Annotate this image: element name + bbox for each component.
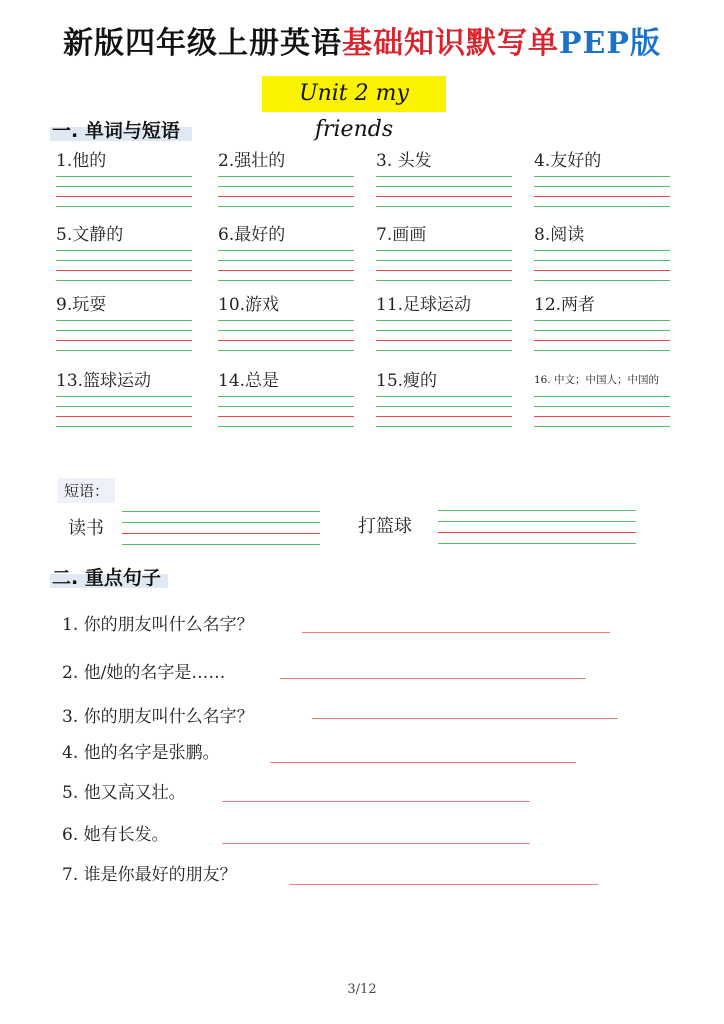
word-prompt: 16. 中文；中国人；中国的 xyxy=(534,374,660,386)
phrase-1-writing-lines[interactable] xyxy=(122,511,320,545)
sentence-1: 1. 你的朋友叫什么名字？ xyxy=(62,615,254,635)
word-item xyxy=(534,366,670,436)
green-guide-line xyxy=(218,426,354,427)
sentence-4: 4. 他的名字是张鹏。 xyxy=(62,743,220,763)
title-part-3: PEP版 xyxy=(559,26,661,61)
word-item xyxy=(534,220,670,290)
green-guide-line xyxy=(218,320,354,321)
word-writing-lines[interactable] xyxy=(218,176,354,216)
title-part-2: 基础知识默写单 xyxy=(342,26,559,61)
word-writing-lines[interactable] xyxy=(534,320,670,360)
word-prompt: 12.两者 xyxy=(534,295,596,315)
word-item xyxy=(56,146,192,216)
word-item xyxy=(56,220,192,290)
word-prompt: 13.篮球运动 xyxy=(56,371,152,391)
red-guide-line xyxy=(534,416,670,417)
red-guide-line xyxy=(218,416,354,417)
word-prompt: 2.强壮的 xyxy=(218,151,286,171)
sentence-5-answer-line[interactable] xyxy=(222,801,530,802)
word-prompt: 9.玩耍 xyxy=(56,295,107,315)
word-prompt: 7.画画 xyxy=(376,225,427,245)
red-guide-line xyxy=(376,340,512,341)
word-prompt: 4.友好的 xyxy=(534,151,602,171)
red-guide-line xyxy=(218,196,354,197)
green-guide-line xyxy=(376,426,512,427)
green-guide-line xyxy=(56,396,192,397)
word-prompt: 15.瘦的 xyxy=(376,371,438,391)
green-guide-line xyxy=(534,330,670,331)
red-guide-line xyxy=(56,196,192,197)
section-1-title: 一. 单词与短语 xyxy=(52,120,180,142)
red-guide-line xyxy=(56,270,192,271)
sentence-4-answer-line[interactable] xyxy=(270,762,576,763)
green-guide-line xyxy=(218,206,354,207)
green-guide-line xyxy=(534,280,670,281)
word-writing-lines[interactable] xyxy=(218,396,354,436)
green-guide-line xyxy=(534,426,670,427)
red-guide-line xyxy=(376,270,512,271)
sentence-5: 5. 他又高又壮。 xyxy=(62,783,186,803)
green-guide-line xyxy=(534,406,670,407)
word-item xyxy=(376,220,512,290)
green-guide-line xyxy=(56,250,192,251)
sentence-6-answer-line[interactable] xyxy=(222,843,530,844)
green-guide-line xyxy=(218,260,354,261)
green-guide-line xyxy=(218,186,354,187)
unit-heading: Unit 2 my friends xyxy=(262,76,446,112)
title-part-1: 新版四年级上册英语 xyxy=(63,26,342,61)
green-guide-line xyxy=(56,186,192,187)
red-guide-line xyxy=(218,270,354,271)
word-prompt: 6.最好的 xyxy=(218,225,286,245)
word-item xyxy=(218,290,354,360)
word-item xyxy=(534,290,670,360)
phrase-1: 读书 xyxy=(68,518,104,539)
word-prompt: 5.文静的 xyxy=(56,225,124,245)
word-writing-lines[interactable] xyxy=(218,320,354,360)
sentence-2-answer-line[interactable] xyxy=(280,678,586,679)
sentence-7: 7. 谁是你最好的朋友？ xyxy=(62,865,237,885)
page-number: 3/12 xyxy=(347,982,377,997)
green-guide-line xyxy=(534,350,670,351)
red-guide-line xyxy=(56,416,192,417)
word-writing-lines[interactable] xyxy=(534,396,670,436)
green-guide-line xyxy=(56,406,192,407)
green-guide-line xyxy=(376,280,512,281)
sentence-3: 3. 你的朋友叫什么名字？ xyxy=(62,707,254,727)
green-guide-line xyxy=(56,260,192,261)
word-writing-lines[interactable] xyxy=(376,396,512,436)
red-guide-line xyxy=(534,196,670,197)
green-guide-line xyxy=(376,396,512,397)
green-guide-line xyxy=(534,206,670,207)
word-writing-lines[interactable] xyxy=(56,250,192,290)
green-guide-line xyxy=(376,176,512,177)
word-item xyxy=(376,366,512,436)
sentence-7-answer-line[interactable] xyxy=(290,884,598,885)
phrase-2-writing-lines[interactable] xyxy=(438,510,636,544)
green-guide-line xyxy=(534,186,670,187)
green-guide-line xyxy=(376,206,512,207)
red-guide-line xyxy=(218,340,354,341)
green-guide-line xyxy=(534,250,670,251)
green-guide-line xyxy=(218,350,354,351)
green-guide-line xyxy=(534,260,670,261)
red-guide-line xyxy=(376,416,512,417)
word-item xyxy=(218,366,354,436)
sentence-1-answer-line[interactable] xyxy=(302,632,610,633)
green-guide-line xyxy=(534,396,670,397)
green-guide-line xyxy=(218,176,354,177)
green-guide-line xyxy=(376,186,512,187)
green-guide-line xyxy=(218,406,354,407)
sentence-6: 6. 她有长发。 xyxy=(62,825,169,845)
green-guide-line xyxy=(376,250,512,251)
word-item xyxy=(534,146,670,216)
word-prompt: 11.足球运动 xyxy=(376,295,472,315)
sentence-3-answer-line[interactable] xyxy=(312,718,618,719)
word-item xyxy=(376,146,512,216)
green-guide-line xyxy=(56,320,192,321)
green-guide-line xyxy=(218,250,354,251)
word-writing-lines[interactable] xyxy=(376,250,512,290)
word-writing-lines[interactable] xyxy=(56,396,192,436)
green-guide-line xyxy=(534,320,670,321)
word-prompt: 3. 头发 xyxy=(376,151,432,171)
word-prompt: 8.阅读 xyxy=(534,225,585,245)
word-writing-lines[interactable] xyxy=(218,250,354,290)
phrase-2: 打篮球 xyxy=(358,516,412,537)
word-writing-lines[interactable] xyxy=(376,176,512,216)
sentence-2: 2. 他/她的名字是…… xyxy=(62,663,226,683)
section-2-title: 二. 重点句子 xyxy=(52,567,161,589)
word-item xyxy=(218,146,354,216)
word-writing-lines[interactable] xyxy=(56,320,192,360)
red-guide-line xyxy=(376,196,512,197)
word-prompt: 1.他的 xyxy=(56,151,107,171)
green-guide-line xyxy=(376,260,512,261)
green-guide-line xyxy=(218,280,354,281)
green-guide-line xyxy=(376,320,512,321)
green-guide-line xyxy=(376,330,512,331)
word-item xyxy=(56,366,192,436)
green-guide-line xyxy=(218,396,354,397)
green-guide-line xyxy=(376,350,512,351)
word-prompt: 10.游戏 xyxy=(218,295,280,315)
word-prompt: 14.总是 xyxy=(218,371,280,391)
green-guide-line xyxy=(56,176,192,177)
green-guide-line xyxy=(56,330,192,331)
green-guide-line xyxy=(56,426,192,427)
word-writing-lines[interactable] xyxy=(56,176,192,216)
green-guide-line xyxy=(56,280,192,281)
word-writing-lines[interactable] xyxy=(534,176,670,216)
green-guide-line xyxy=(218,330,354,331)
green-guide-line xyxy=(534,176,670,177)
word-item xyxy=(218,220,354,290)
red-guide-line xyxy=(534,270,670,271)
phrases-label: 短语： xyxy=(58,478,115,503)
red-guide-line xyxy=(56,340,192,341)
red-guide-line xyxy=(534,340,670,341)
green-guide-line xyxy=(376,406,512,407)
word-item xyxy=(376,290,512,360)
word-item xyxy=(56,290,192,360)
word-writing-lines[interactable] xyxy=(534,250,670,290)
word-writing-lines[interactable] xyxy=(376,320,512,360)
green-guide-line xyxy=(56,206,192,207)
green-guide-line xyxy=(56,350,192,351)
page-title xyxy=(0,18,724,62)
